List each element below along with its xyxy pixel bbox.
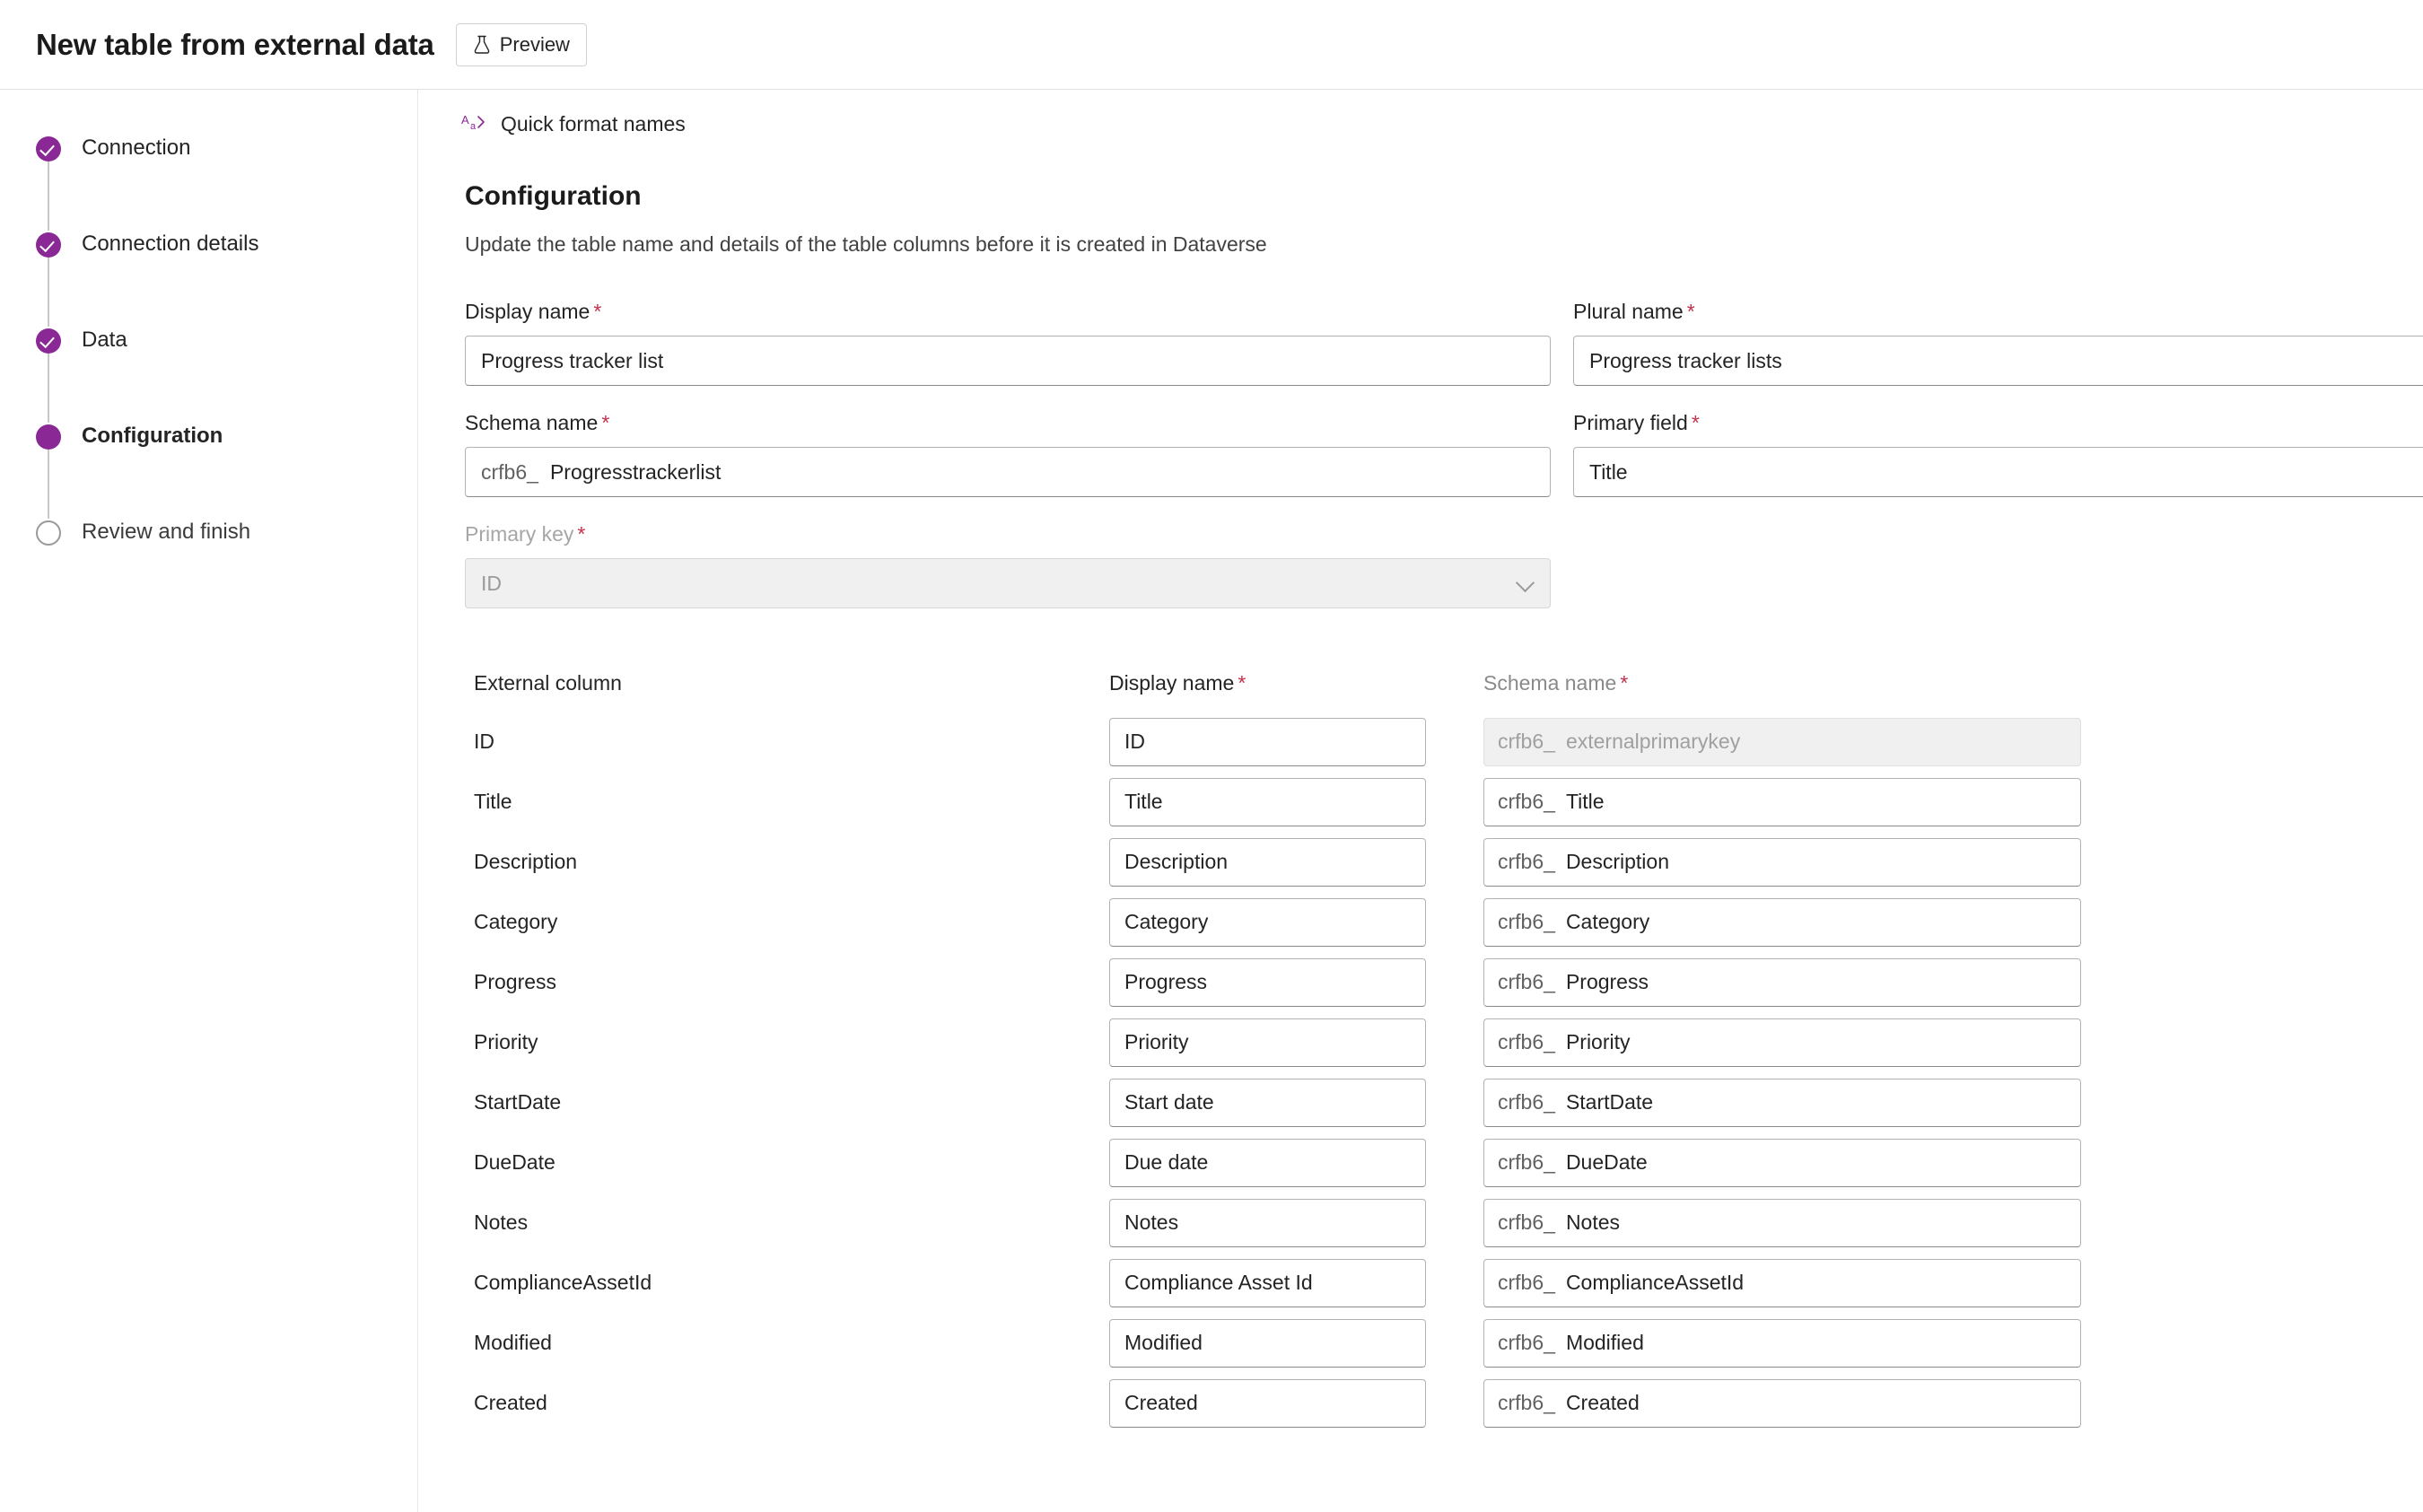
schema-prefix: crfb6_ bbox=[1498, 1271, 1555, 1294]
flask-icon bbox=[473, 35, 491, 55]
plural-name-value: Progress tracker lists bbox=[1589, 348, 1782, 372]
chevron-down-icon bbox=[1517, 574, 1535, 592]
table-row bbox=[465, 712, 2380, 772]
step-connector bbox=[48, 450, 49, 519]
table-row bbox=[465, 1313, 2380, 1373]
schema-name-cell-input[interactable] bbox=[1483, 1018, 2081, 1067]
schema-name-cell-input[interactable] bbox=[1483, 1139, 2081, 1187]
table-row bbox=[465, 1253, 2380, 1313]
schema-name-cell-input[interactable] bbox=[1483, 1259, 2081, 1307]
schema-value: DueDate bbox=[1565, 1150, 1648, 1174]
display-name-field bbox=[465, 300, 1551, 386]
sidebar-item-label: Connection details bbox=[82, 232, 259, 256]
check-circle-icon bbox=[36, 328, 61, 354]
sidebar-item-connection[interactable] bbox=[36, 135, 417, 231]
table-row bbox=[465, 1373, 2380, 1433]
current-step-icon bbox=[36, 424, 61, 450]
quick-format-names-button[interactable] bbox=[418, 90, 2423, 158]
schema-name-cell-input[interactable] bbox=[1483, 1079, 2081, 1127]
sidebar-item-label: Data bbox=[82, 328, 127, 352]
schema-prefix: crfb6_ bbox=[1498, 1090, 1555, 1114]
schema-name-cell-input[interactable] bbox=[1483, 1379, 2081, 1428]
step-connector bbox=[48, 258, 49, 327]
external-column-name: Title bbox=[474, 790, 512, 813]
external-column-name: Created bbox=[474, 1391, 547, 1414]
schema-name-cell-input[interactable] bbox=[1483, 898, 2081, 947]
wizard-sidebar bbox=[0, 90, 418, 1512]
sidebar-item-label: Connection bbox=[82, 135, 191, 160]
table-row bbox=[465, 832, 2380, 892]
sidebar-item-configuration[interactable] bbox=[36, 423, 417, 519]
schema-prefix: crfb6_ bbox=[1498, 850, 1555, 873]
header-external-column: External column bbox=[474, 671, 622, 695]
required-asterisk: * bbox=[1686, 300, 1695, 323]
primary-key-value: ID bbox=[481, 571, 502, 595]
svg-text:a: a bbox=[470, 121, 477, 132]
schema-value: Modified bbox=[1565, 1331, 1644, 1354]
required-asterisk: * bbox=[577, 522, 586, 546]
display-name-cell-input[interactable]: Compliance Asset Id bbox=[1109, 1259, 1426, 1307]
schema-name-cell-input[interactable] bbox=[1483, 958, 2081, 1007]
sidebar-item-label: Configuration bbox=[82, 424, 223, 448]
schema-name-cell-input[interactable] bbox=[1483, 1319, 2081, 1368]
schema-value: ComplianceAssetId bbox=[1565, 1271, 1745, 1294]
external-column-name: Notes bbox=[474, 1210, 529, 1234]
primary-key-field bbox=[465, 522, 1551, 608]
quick-format-names-label: Quick format names bbox=[501, 111, 686, 135]
external-column-name: ComplianceAssetId bbox=[474, 1271, 652, 1294]
schema-value: Notes bbox=[1565, 1210, 1621, 1234]
schema-name-cell-input[interactable] bbox=[1483, 1199, 2081, 1247]
display-name-value: Progress tracker list bbox=[481, 348, 664, 372]
table-details-form bbox=[465, 300, 2380, 634]
primary-field-label: Primary field * bbox=[1573, 411, 1700, 434]
schema-name-label: Schema name * bbox=[465, 411, 610, 434]
table-row bbox=[465, 952, 2380, 1012]
empty-circle-icon bbox=[36, 520, 61, 546]
external-column-name: Description bbox=[474, 850, 578, 873]
schema-prefix: crfb6_ bbox=[1498, 730, 1555, 753]
display-name-cell-input[interactable]: ID bbox=[1109, 718, 1426, 766]
table-row bbox=[465, 892, 2380, 952]
header-display-name: Display name * bbox=[1109, 671, 1246, 695]
columns-table-header bbox=[465, 671, 2380, 695]
display-name-cell-input[interactable]: Progress bbox=[1109, 958, 1426, 1007]
table-row bbox=[465, 1072, 2380, 1132]
plural-name-label: Plural name * bbox=[1573, 300, 1695, 323]
primary-key-label: Primary key * bbox=[465, 522, 586, 546]
wizard-steps bbox=[0, 135, 417, 546]
schema-value: Description bbox=[1565, 850, 1669, 873]
schema-name-value: Progresstrackerlist bbox=[549, 459, 722, 484]
required-asterisk: * bbox=[593, 300, 602, 323]
table-row bbox=[465, 772, 2380, 832]
check-circle-icon bbox=[36, 136, 61, 162]
external-column-name: ID bbox=[474, 730, 494, 753]
display-name-cell-input[interactable]: Notes bbox=[1109, 1199, 1426, 1247]
display-name-cell-input[interactable]: Priority bbox=[1109, 1018, 1426, 1067]
preview-button[interactable] bbox=[456, 23, 587, 66]
external-column-name: Category bbox=[474, 910, 558, 933]
schema-name-cell-input[interactable] bbox=[1483, 838, 2081, 887]
table-row bbox=[465, 1012, 2380, 1072]
format-names-icon bbox=[461, 111, 488, 136]
schema-value: StartDate bbox=[1565, 1090, 1654, 1114]
schema-prefix: crfb6_ bbox=[1498, 1150, 1555, 1174]
sidebar-item-data[interactable] bbox=[36, 327, 417, 423]
schema-name-field bbox=[465, 411, 1551, 497]
schema-value: Priority bbox=[1565, 1030, 1631, 1053]
sidebar-item-review-and-finish[interactable] bbox=[36, 519, 417, 546]
display-name-cell-input[interactable]: Created bbox=[1109, 1379, 1426, 1428]
schema-value: Progress bbox=[1565, 970, 1649, 993]
configuration-content bbox=[418, 181, 2423, 1433]
schema-prefix: crfb6_ bbox=[1498, 1030, 1555, 1053]
display-name-cell-input[interactable]: Start date bbox=[1109, 1079, 1426, 1127]
primary-field-input[interactable] bbox=[1573, 447, 2423, 497]
primary-field-value: Title bbox=[1589, 459, 1628, 484]
table-row bbox=[465, 1132, 2380, 1193]
display-name-cell-input[interactable]: Modified bbox=[1109, 1319, 1426, 1368]
schema-value: externalprimarykey bbox=[1565, 730, 1741, 753]
section-title: Configuration bbox=[465, 181, 642, 211]
sidebar-item-label: Review and finish bbox=[82, 520, 251, 544]
schema-value: Title bbox=[1565, 790, 1605, 813]
columns-table bbox=[465, 671, 2380, 1433]
display-name-label: Display name * bbox=[465, 300, 602, 323]
check-circle-icon bbox=[36, 232, 61, 258]
schema-name-cell-input[interactable] bbox=[1483, 778, 2081, 826]
schema-prefix: crfb6_ bbox=[1498, 1210, 1555, 1234]
svg-text:A: A bbox=[461, 113, 469, 127]
schema-prefix: crfb6_ bbox=[1498, 970, 1555, 993]
external-column-name: Priority bbox=[474, 1030, 538, 1053]
external-column-name: Modified bbox=[474, 1331, 552, 1354]
external-column-name: Progress bbox=[474, 970, 557, 993]
preview-button-label: Preview bbox=[499, 32, 570, 56]
display-name-input[interactable] bbox=[465, 336, 1551, 386]
display-name-cell-input[interactable]: Title bbox=[1109, 778, 1426, 826]
schema-name-input[interactable] bbox=[465, 447, 1551, 497]
step-connector bbox=[48, 354, 49, 423]
schema-name-prefix: crfb6_ bbox=[481, 459, 538, 484]
table-row bbox=[465, 1193, 2380, 1253]
required-asterisk: * bbox=[601, 411, 610, 434]
display-name-cell-input[interactable]: Category bbox=[1109, 898, 1426, 947]
schema-prefix: crfb6_ bbox=[1498, 790, 1555, 813]
display-name-cell-input[interactable]: Due date bbox=[1109, 1139, 1426, 1187]
required-asterisk: * bbox=[1620, 671, 1629, 695]
main-panel bbox=[418, 90, 2423, 1512]
external-column-name: DueDate bbox=[474, 1150, 555, 1174]
step-connector bbox=[48, 162, 49, 231]
schema-name-cell-input bbox=[1483, 718, 2081, 766]
primary-key-select[interactable] bbox=[465, 558, 1551, 608]
sidebar-item-connection-details[interactable] bbox=[36, 231, 417, 327]
schema-prefix: crfb6_ bbox=[1498, 910, 1555, 933]
schema-prefix: crfb6_ bbox=[1498, 1391, 1555, 1414]
schema-prefix: crfb6_ bbox=[1498, 1331, 1555, 1354]
header-schema-name: Schema name * bbox=[1483, 671, 1629, 695]
plural-name-input[interactable] bbox=[1573, 336, 2423, 386]
section-subtitle: Update the table name and details of the table columns before it is created in Dataverse bbox=[465, 232, 1267, 256]
schema-value: Created bbox=[1565, 1391, 1640, 1414]
plural-name-field bbox=[1573, 300, 2423, 386]
page-header bbox=[0, 0, 2423, 90]
required-asterisk: * bbox=[1238, 671, 1246, 695]
external-column-name: StartDate bbox=[474, 1090, 562, 1114]
page-body bbox=[0, 90, 2423, 1512]
primary-field-field bbox=[1573, 411, 2423, 497]
form-spacer bbox=[1573, 522, 2423, 634]
required-asterisk: * bbox=[1691, 411, 1700, 434]
display-name-cell-input[interactable]: Description bbox=[1109, 838, 1426, 887]
page-title: New table from external data bbox=[36, 27, 434, 61]
schema-value: Category bbox=[1565, 910, 1650, 933]
